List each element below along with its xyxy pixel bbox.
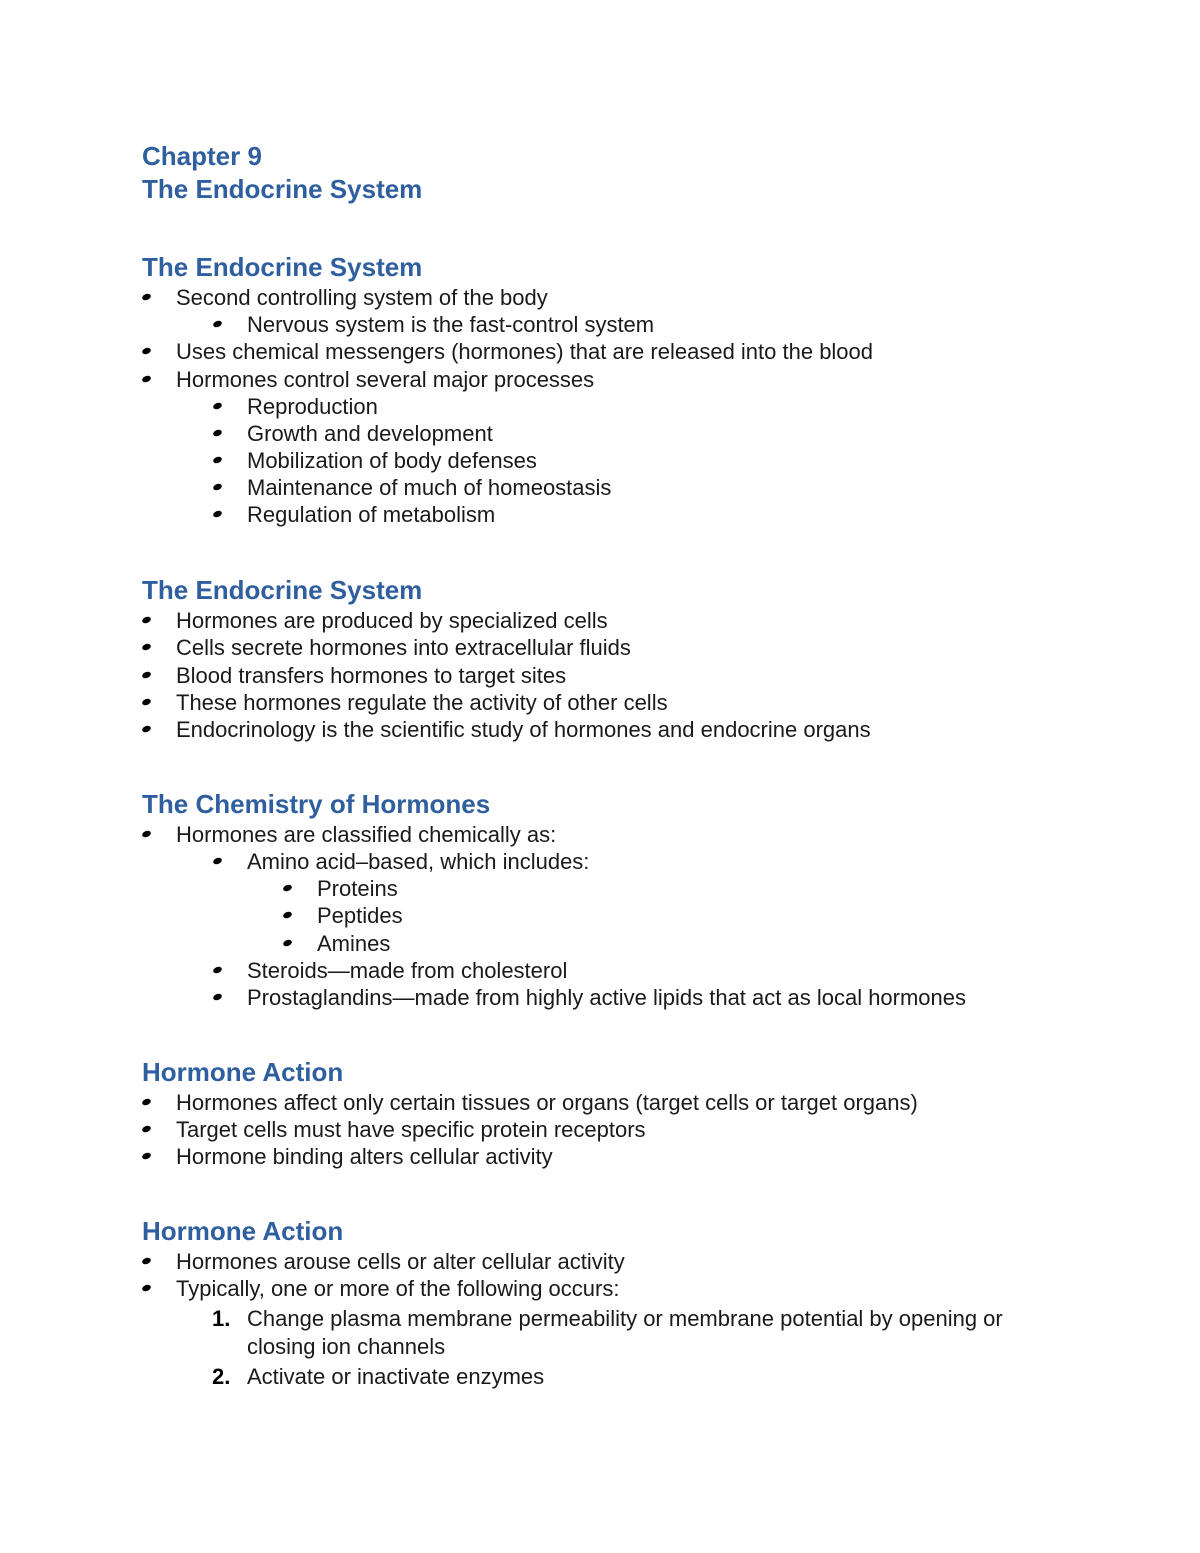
bullet-icon [141,698,152,707]
list-item: Hormones control several major processes [176,367,595,392]
chapter-title: The Endocrine System [142,174,423,204]
list-item: Endocrinology is the scientific study of hormones and endocrine organs [176,717,871,742]
bullet-icon [282,911,293,920]
list-item: Uses chemical messengers (hormones) that are released into the blood [176,339,874,364]
list-item: Maintenance of much of homeostasis [247,475,612,500]
list-item: Reproduction [247,394,378,419]
list-item: Blood transfers hormones to target sites [176,663,567,688]
list-item: Amines [317,931,391,956]
numbered-item-line: Change plasma membrane permeability or membrane potential by opening or [247,1306,1003,1331]
numbered-item-line: Activate or inactivate enzymes [247,1364,545,1389]
bullet-icon [141,1098,152,1107]
bullet-icon [141,643,152,652]
bullet-icon [282,939,293,948]
bullet-icon [141,375,152,384]
list-number: 1. [212,1306,231,1331]
bullet-icon [141,1152,152,1161]
section-heading: Hormone Action [142,1216,344,1246]
bullet-icon [212,510,223,519]
list-item: Hormones arouse cells or alter cellular activity [176,1249,625,1274]
list-number: 2. [212,1364,231,1389]
list-item: Hormone binding alters cellular activity [176,1144,553,1169]
list-item: Peptides [317,903,403,928]
bullet-icon [141,830,152,839]
list-item: Steroids—made from cholesterol [247,958,568,983]
list-item: Growth and development [247,421,493,446]
list-item: Amino acid–based, which includes: [247,849,590,874]
list-item: Proteins [317,876,398,901]
list-item: These hormones regulate the activity of other cells [176,690,668,715]
bullet-icon [212,320,223,329]
bullet-icon [212,966,223,975]
list-item: Target cells must have specific protein receptors [176,1117,646,1142]
bullet-icon [141,293,152,302]
bullet-icon [141,347,152,356]
list-item: Hormones affect only certain tissues or organs (target cells or target organs) [176,1090,918,1115]
list-item: Cells secrete hormones into extracellular fluids [176,635,631,660]
list-item: Prostaglandins—made from highly active lipids that act as local hormones [247,985,967,1010]
bullet-icon [212,857,223,866]
bullet-icon [141,1284,152,1293]
bullet-icon [141,725,152,734]
section-heading: The Chemistry of Hormones [142,789,491,819]
list-item: Hormones are produced by specialized cells [176,608,608,633]
list-item: Typically, one or more of the following occurs: [176,1276,620,1301]
bullet-icon [141,1125,152,1134]
bullet-icon [282,884,293,893]
section-heading: Hormone Action [142,1057,344,1087]
bullet-icon [141,616,152,625]
list-item: Mobilization of body defenses [247,448,537,473]
bullet-icon [141,1257,152,1266]
numbered-item-line: closing ion channels [247,1334,446,1359]
bullet-icon [212,483,223,492]
list-item: Nervous system is the fast-control system [247,312,655,337]
bullet-icon [141,671,152,680]
bullet-icon [212,993,223,1002]
list-item: Regulation of metabolism [247,502,496,527]
bullet-icon [212,456,223,465]
list-item: Second controlling system of the body [176,285,548,310]
list-item: Hormones are classified chemically as: [176,822,557,847]
chapter-label: Chapter 9 [142,141,262,171]
section-heading: The Endocrine System [142,252,423,282]
bullet-icon [212,429,223,438]
bullet-icon [212,402,223,411]
section-heading: The Endocrine System [142,575,423,605]
